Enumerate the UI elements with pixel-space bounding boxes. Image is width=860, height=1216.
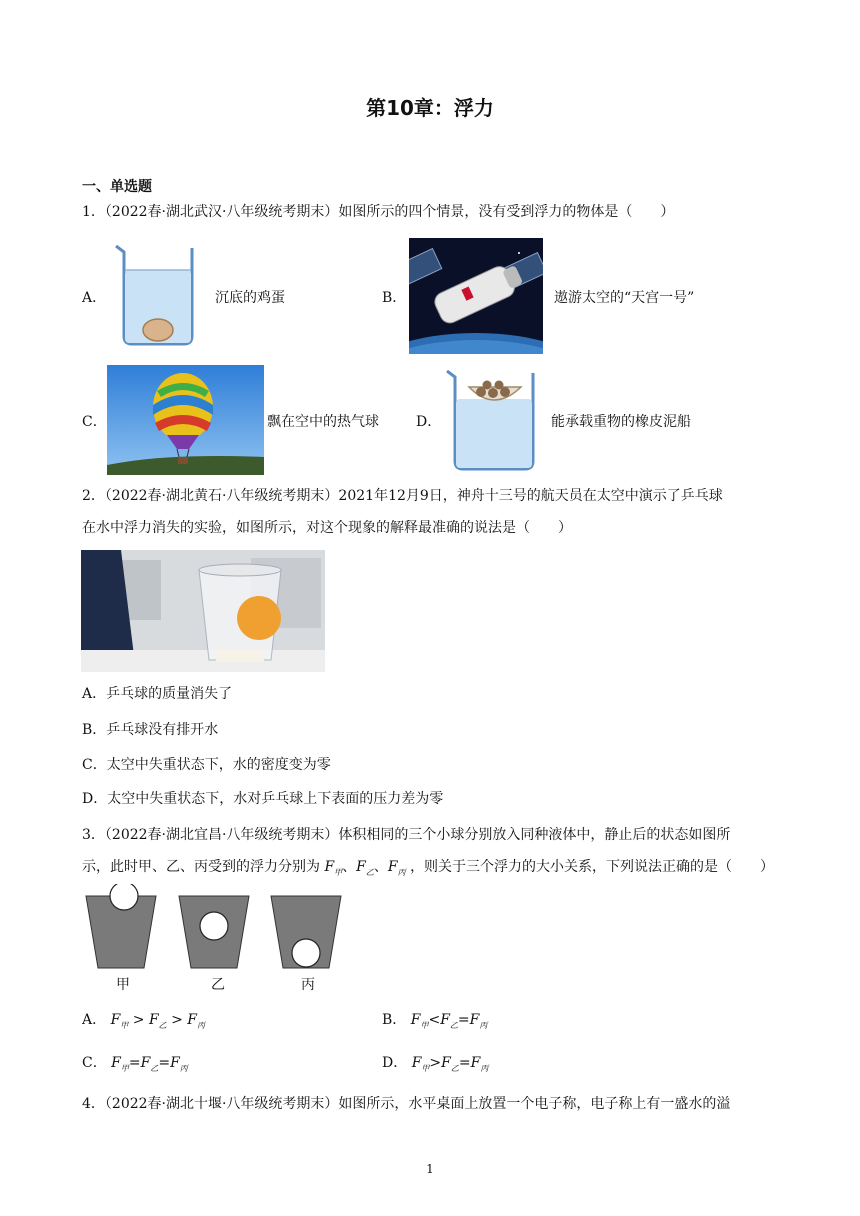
force-f-yi: $F_乙$ xyxy=(356,859,374,877)
q1-option-b-letter: B． xyxy=(382,290,407,306)
container-label-bing: 丙 xyxy=(301,977,315,993)
question-2-stem-line-1: 2．（2022春·湖北黄石·八年级统考期末）2021年12月9日，神舟十三号的航天员在太空中演示了乒乓球 xyxy=(82,488,723,504)
q2-option-b: B．乒乓球没有排开水 xyxy=(82,722,219,738)
q3-stem-text-b: ，则关于三个浮力的大小关系，下列说法正确的是（ ） xyxy=(410,859,775,875)
container-label-jia: 甲 xyxy=(116,977,130,993)
beaker-clay-boat-image xyxy=(441,365,541,475)
q3-stem-text-a: 示，此时甲、乙、丙受到的浮力分别为 xyxy=(82,859,320,875)
container-label-yi: 乙 xyxy=(211,977,225,993)
q1-option-c-letter: C． xyxy=(82,414,107,430)
q2-option-c: C．太空中失重状态下，水的密度变为零 xyxy=(82,757,331,773)
q2-option-d: D．太空中失重状态下，水对乒乓球上下表面的压力差为零 xyxy=(82,791,444,807)
q3-option-b: B． $F_甲<F_乙=F_丙$ xyxy=(382,1012,488,1030)
question-3-stem-line-1: 3．（2022春·湖北宜昌·八年级统考期末）体积相同的三个小球分别放入同种液体中，静止后的状态如图所 xyxy=(82,827,731,843)
page-title: 第10章：浮力 xyxy=(366,96,494,120)
force-f-bing: $F_丙$ xyxy=(387,859,406,877)
q2-option-a: A．乒乓球的质量消失了 xyxy=(82,686,233,702)
question-3-stem-line-2: 示，此时甲、乙、丙受到的浮力分别为 $F_甲$、$F_乙$、$F_丙$ ，则关于三个浮力的大小关系，下列说法正确的是（ ） xyxy=(82,859,775,877)
q1-option-c-text: 飘在空中的热气球 xyxy=(267,414,379,430)
question-4-stem: 4．（2022春·湖北十堰·八年级统考期末）如图所示，水平桌面上放置一个电子称，电子称上有一盛水的溢 xyxy=(82,1096,731,1112)
q3-option-d: D． $F_甲>F_乙=F_丙$ xyxy=(382,1055,489,1073)
beaker-egg-image xyxy=(108,240,198,350)
hot-air-balloon-image xyxy=(107,365,264,475)
q1-option-a-letter: A． xyxy=(82,290,107,306)
question-1-stem: 1．（2022春·湖北武汉·八年级统考期末）如图所示的四个情景，没有受到浮力的物体是（ ） xyxy=(82,204,675,220)
section-heading: 一、单选题 xyxy=(82,179,152,195)
force-f-jia: $F_甲$ xyxy=(324,859,343,877)
q1-option-b-text: 遨游太空的“天宫一号” xyxy=(554,290,695,306)
space-experiment-photo xyxy=(81,550,325,672)
page-number: 1 xyxy=(426,1162,434,1176)
q1-option-d-text: 能承载重物的橡皮泥船 xyxy=(551,414,691,430)
q1-option-d-letter: D． xyxy=(416,414,442,430)
q3-option-a: A． $F_甲 > F_乙 > F_丙$ xyxy=(82,1012,206,1030)
q1-option-a-text: 沉底的鸡蛋 xyxy=(215,290,285,306)
space-station-image xyxy=(409,238,543,354)
question-2-stem-line-2: 在水中浮力消失的实验，如图所示，对这个现象的解释最准确的说法是（ ） xyxy=(82,520,572,536)
q3-option-c: C． $F_甲=F_乙=F_丙$ xyxy=(82,1055,188,1073)
